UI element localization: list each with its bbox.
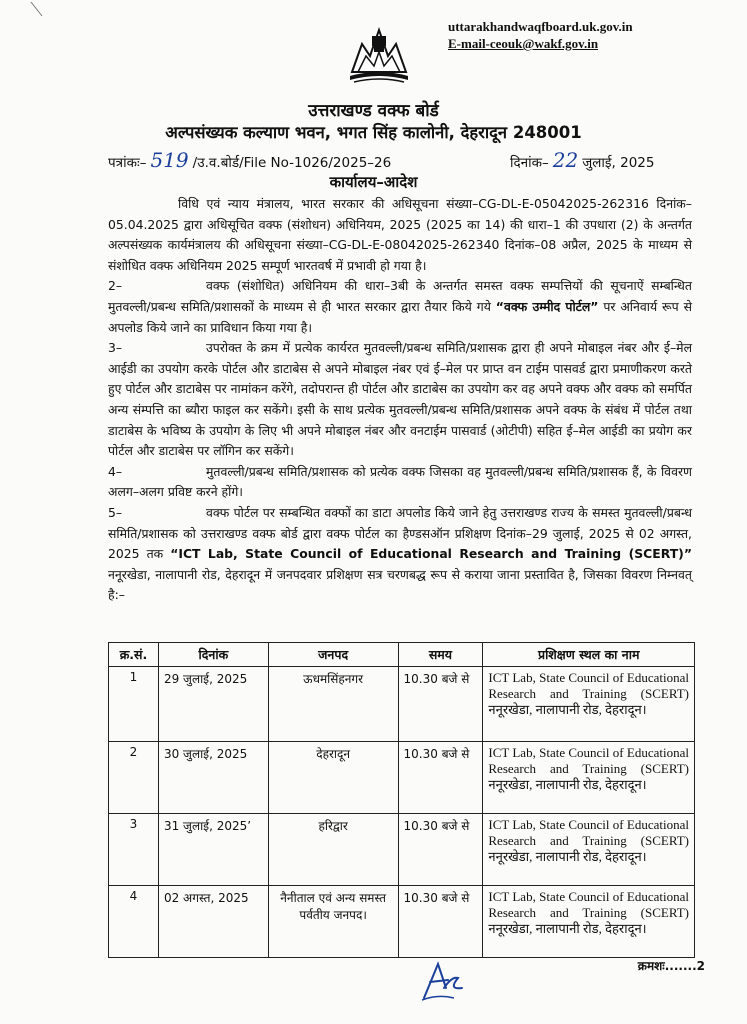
cell-venue: ICT Lab, State Council of Educational Research and Training (SCERT) ननूरखेडा, नालापानी रोड, देहरादून। xyxy=(483,814,695,886)
cell-venue: ICT Lab, State Council of Educational Research and Training (SCERT) ननूरखेडा, नालापानी रोड, देहरादून। xyxy=(483,886,695,958)
venue-name: “ICT Lab, State Council of Educational Research and Training (SCERT)” xyxy=(170,546,692,562)
state-emblem-icon xyxy=(348,22,410,86)
org-name: उत्तराखण्ड वक्फ बोर्ड xyxy=(308,101,439,121)
org-address: अल्पसंख्यक कल्याण भवन, भगत सिंह कालोनी, देहरादून 248001 xyxy=(165,123,582,142)
paragraph-text: वक्फ (संशोधित) अधिनियम की धारा–3बी के अन्तर्गत समस्त वक्फ सम्पत्तियों की सूचनाऐं सम्बन्धित मुतवल्ली/प्रबन्ध समिति/प्रशासकों के माध्यम से ही भारत सरकार द्वारा तैयार किये गये xyxy=(108,278,692,314)
paragraph-1: विधि एवं न्याय मंत्रालय, भारत सरकार की अधिसूचना संख्या–CG-DL-E-05042025-262316 दिनांक–05.04.2025 द्वारा अधिसूचित वक्फ (संशोधन) अधिनियम, 2025 (2025 का 14) की धारा–1 की उपधारा (2) के अन्तर्गत अल्पसंख्यक कार्यमंत्रालय की अधिसूचना संख्या–CG-DL-E-08042025-262340 दिनांक–08 अप्रैल, 2025 के माध्यम से संशोधित वक्फ अधिनियम 2025 सम्पूर्ण भारतवर्ष में प्रभावी हो गया है। xyxy=(108,196,692,273)
cell-sn: 2 xyxy=(109,742,159,814)
paragraph-number: 2– xyxy=(108,278,123,294)
cell-venue: ICT Lab, State Council of Educational Research and Training (SCERT) ननूरखेडा, नालापानी रोड, देहरादून। xyxy=(483,667,695,742)
table-row xyxy=(109,742,695,814)
paragraph-number: 4– xyxy=(108,463,123,479)
col-header-district: जनपद xyxy=(268,643,398,667)
cell-date: 29 जुलाई, 2025 xyxy=(158,667,268,742)
cell-time: 10.30 बजे से xyxy=(398,667,483,742)
paragraph-5 xyxy=(108,503,692,606)
ref-rest: /उ.व.बोर्ड/File No-1026/2025–26 xyxy=(192,155,392,171)
paragraph-text: वक्फ पोर्टल पर सम्बन्धित वक्फों का डाटा अपलोड किये जाने हेतु उत्तराखण्ड राज्य के समस्त मुतवल्ली/प्रबन्ध समिति/प्रशासक को उत्तराखण्ड वक्फ बोर्ड द्वारा वक्फ पोर्टल का हैण्डसऑन प्रशिक्षण दिनांक–29 जुलाई, 2025 से 02 अगस्त, 2025 तक xyxy=(108,504,692,562)
paragraph-4 xyxy=(108,462,692,503)
cell-district: ऊधमसिंहनगर xyxy=(268,667,398,742)
cell-district: नैनीताल एवं अन्य समस्त पर्वतीय जनपद। xyxy=(268,886,398,958)
col-header-time: समय xyxy=(398,643,483,667)
date-line xyxy=(510,148,654,172)
paragraph-text: मुतवल्ली/प्रबन्ध समिति/प्रशासक को प्रत्येक वक्फ जिसका वह मुतवल्ली/प्रबन्ध समिति/प्रशासक हैं, के विवरण अलग–अलग प्रविष्ट करने होंगे। xyxy=(108,463,692,500)
continued-marker: क्रमशः.......2 xyxy=(637,959,705,973)
col-header-sn: क्र.सं. xyxy=(109,643,159,667)
signature-mark xyxy=(418,958,468,1004)
paragraph-text: उपरोक्त के क्रम में प्रत्येक कार्यरत मुतवल्ली/प्रबन्ध समिति/प्रशासक द्वारा ही अपने मोबाइल नंबर और ई–मेल आईडी का उपयोग करके पोर्टल और डाटाबेस से अपने मोबाइल नंबर एवं ई–मेल पर प्राप्त वन टाईम पासवर्ड द्वारा प्रमाणीकरण करते हुए पोर्टल और डाटाबेस पर नामांकन करेंगे, तदोपरान्त ही पोर्टल और डाटाबेस का उपयोग कर वह अपने वक्फ और वक्फ को समर्पित अन्य संम्पत्ति का ब्यौरा फाइल कर सकेंगे। इसी के साथ प्रत्येक मुतवल्ली/प्रबन्ध समिति/प्रशासक अपने वक्फ के संबंध में पोर्टल तथा डाटाबेस के भविष्य के उपयोग के लिए भी अपने मोबाइल नंबर और वनटाईम पासवार्ड (ओटीपी) सहित ई–मेल आईडी का प्रयोग कर पोर्टल और डाटाबेस पर लॉगिन कर सकेंगे। xyxy=(108,340,692,459)
cell-district: हरिद्वार xyxy=(268,814,398,886)
table-row xyxy=(109,814,695,886)
date-label: दिनांक– xyxy=(510,155,549,171)
date-rest: जुलाई, 2025 xyxy=(582,155,655,171)
paragraph-text: पर अनिवार्य रूप से अपलोड किये जाने का प्राविधान किया गया है। xyxy=(108,298,692,335)
date-day-handwritten: 22 xyxy=(552,148,579,172)
reference-line xyxy=(108,148,391,172)
cell-district: देहरादून xyxy=(268,742,398,814)
portal-name: “वक्फ उम्मीद पोर्टल” xyxy=(495,298,599,314)
table-row xyxy=(109,667,695,742)
table-row xyxy=(109,886,695,958)
paragraph-number: 5– xyxy=(108,504,123,520)
paragraph-number: 3– xyxy=(108,340,123,356)
cell-sn: 1 xyxy=(109,667,159,742)
col-header-date: दिनांक xyxy=(158,643,268,667)
col-header-venue: प्रशिक्षण स्थल का नाम xyxy=(483,643,695,667)
cell-time: 10.30 बजे से xyxy=(398,814,483,886)
ref-label: पत्रांकः– xyxy=(108,155,147,171)
cell-sn: 3 xyxy=(109,814,159,886)
pen-mark xyxy=(28,0,48,20)
table-header-row xyxy=(109,643,695,667)
email-link[interactable]: E-mail-ceouk@wakf.gov.in xyxy=(448,36,599,51)
website-link[interactable]: uttarakhandwaqfboard.uk.gov.in xyxy=(448,19,633,34)
cell-date: 02 अगस्त, 2025 xyxy=(158,886,268,958)
order-title: कार्यालय–आदेश xyxy=(329,173,418,191)
training-schedule-table xyxy=(108,642,695,958)
cell-date: 30 जुलाई, 2025 xyxy=(158,742,268,814)
paragraph-3 xyxy=(108,338,692,462)
paragraph-2 xyxy=(108,276,692,338)
contact-block xyxy=(448,18,633,52)
cell-venue: ICT Lab, State Council of Educational Research and Training (SCERT) ननूरखेडा, नालापानी रोड, देहरादून। xyxy=(483,742,695,814)
ref-number-handwritten: 519 xyxy=(150,148,189,172)
paragraph-text: ननूरखेडा, नालापानी रोड, देहरादून में जनपदवार प्रशिक्षण सत्र चरणबद्ध रूप से कराया जाना प्रस्तावित है, जिसका विवरण निम्नवत् है:– xyxy=(108,566,692,603)
cell-time: 10.30 बजे से xyxy=(398,742,483,814)
cell-date: 31 जुलाई, 2025’ xyxy=(158,814,268,886)
cell-time: 10.30 बजे से xyxy=(398,886,483,958)
cell-sn: 4 xyxy=(109,886,159,958)
order-body xyxy=(108,194,692,606)
